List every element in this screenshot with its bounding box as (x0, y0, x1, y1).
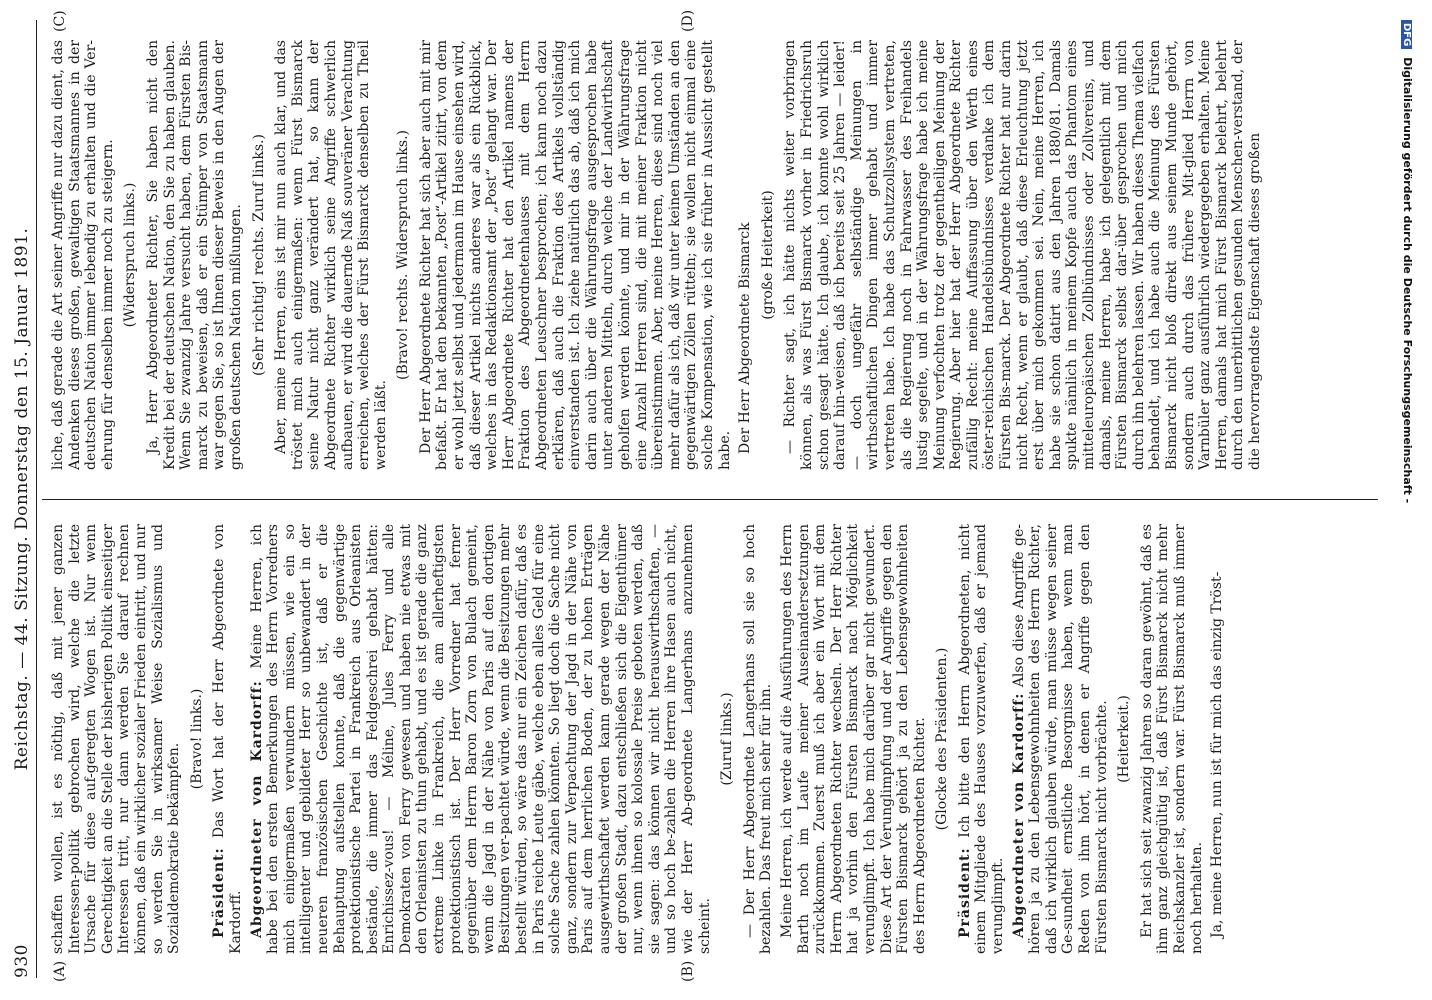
text-paragraph: Ja, Herr Abgeordneter Richter, Sie haben nicht den Kredit bei der deutschen Nation, den Sie zu haben glauben. Wenn Sie zwanzig Jahre versucht haben, dem Fürsten Bis-marck zu beweisen, daß er ein Stümper von Staatsmann war gegen Sie, so ist Ihnen dieser Beweis in den Augen der großen deutschen Nation mißlungen. (144, 40, 244, 470)
speech-paragraph (957, 524, 1007, 954)
text-paragraph: Meine Herren, ich werde auf die Ausführungen des Herrn Barth noch im Laufe meiner Auseinandersetzungen zurückkommen. Zuerst muß ich aber ein Wort mit dem Herrn Abgeordneten Richter wechseln. Der Herr Richter hat ja vorhin den Fürsten Bismarck nach Möglichkeit verunglimpft. Ich habe mich darüber gar nicht gewundert. Diese Art der Verunglimpfung und der Angriffe gegen den Fürsten Bismarck gehört ja zu den Lebensgewohnheiten des Herrn Abgeordneten Richter. (778, 524, 928, 954)
right-text-column (50, 40, 1378, 470)
speaker-name: Präsident: (956, 847, 973, 938)
speech-paragraph (1011, 524, 1111, 954)
interjection: (Zuruf links.) (719, 692, 736, 786)
interjection: (Glocke des Präsidenten.) (934, 647, 951, 831)
text-paragraph: — Richter sagt, ich hätte nichts weiter vorbringen können, als was Fürst Bismarck vorher in Friedrichsruh schon gesagt hätte. Ich glaube, ich konnte wohl wirklich darauf hin-weisen, daß ich bereits seit 25 Jahren — leider! — doch ungefähr selbständige Meinungen in wirthschaftlichen Dingen immer gehabt und immer vertreten habe. Ich habe das Schutzzollsystem vertreten, als die Regierung noch in Fahrwasser des Freihandels lustig segelte, und in der Währungsfrage habe ich meine Meinung verfochten trotz der gegentheiligen Meinung der Regierung. Aber hier hat der Herr Abgeordnete Richter zufällig Recht: meine Auffassung über den Werth eines öster-reichischen Handelsbündnisses verdanke ich dem Fürsten Bis-marck. Der Abgeordnete Richter hat nur darin nicht Recht, wenn er glaubt, daß diese Erleuchtung jetzt erst über mich gekommen sei. Nein, meine Herren, ich habe sie schon datirt aus den Jahren 1880/81. Damals spukte nämlich in meinem Kopfe auch das Phantom eines mitteleuropäischen Zollbündnisses oder Zollvereins, und damals, meine Herren, habe ich gelegentlich mit dem Fürsten Bismarck selbst dar-über gesprochen und mich durch ihn belehren lassen. Wir haben dieses Thema vielfach behandelt, und ich habe auch die Meinung des Fürsten Bismarck nicht bloß direkt aus seinem Munde gehört, sondern auch durch das frühere Mit-glied Herrn von Varnbüler ganz ausführlich wiedergegeben erhalten. Meine Herren, damals hat mich Fürst Bismarck belehrt, belehrt durch den unerbittlichen gesunden Menschen-verstand, der die hervorragendste Eigenschaft dieses großen (782, 40, 1263, 470)
page-number: 930 (12, 944, 32, 978)
text-paragraph: Aber, meine Herren, eins ist mir nun auch klar, und das tröstet mich auch einigermaßen: wenn Fürst Bismarck seine Natur nicht ganz verändert hat, so kann der Abgeordnete Richter wirklich seine Angriffe schwerlich aufbauen, er wird die dauernde Naß souveräner Verachtung erreichen, welches der Fürst Bismarck denselben zu Theil werden läßt. (273, 40, 389, 470)
interjection: (Heiterkeit.) (1116, 695, 1133, 783)
text-paragraph: Ja, meine Herren, nun ist für mich das einzig Tröst- (1209, 571, 1226, 938)
text-paragraph: Er hat sich seit zwanzig Jahren so daran gewöhnt, daß es ihm ganz gleichgültig ist, daß Fürst Bismarck nicht mehr Reichskanzler ist, sondern war. Fürst Bismarck muß immer noch herhalten. (1138, 524, 1205, 954)
dfg-logo: DFG (1401, 20, 1412, 49)
speech-paragraph (249, 524, 714, 954)
session-heading: Reichstag. — 44. Sitzung. Donnerstag den 15. Januar 1891. (12, 227, 32, 771)
margin-mark-d: (D) (680, 9, 696, 32)
interjection: (Sehr richtig! rechts. Zuruf links.) (250, 134, 267, 376)
text-paragraph: liche, daß gerade die Art seiner Angriffe nur dazu dient, das Andenken dieses großen, gewaltigen Staatsmannes in der deutschen Nation immer lebendig zu erhalten und die Ver-ehrung für denselben immer noch zu steigern. (50, 40, 116, 470)
speech-text: Das Wort hat der Herr Abgeordnete von Kardorff. (211, 524, 244, 954)
text-paragraph: Der Herr Abgeordnete Bismarck (737, 222, 754, 454)
digitization-credit-text: Digitalisierung gefördert durch die Deutsche Forschungsgemeinschaft - (1401, 57, 1414, 504)
speech-text: Ich bitte den Herrn Abgeordneten, nicht einem Mitgliede des Hauses vorzuwerfen, daß er jemand verunglimpft. (956, 524, 1007, 954)
speaker-name: Abgeordneter von Kardorff: (1010, 692, 1027, 938)
interjection: (große Heiterkeit) (759, 190, 776, 320)
speech-text: Meine Herren, ich habe bei den ersten Bemerkungen des Herrn Vorredners mich einigermaßen verwundern müssen, wie ein so intelligenter und gebildeter Herr so unbewandert in der neueren französischen Geschichte ist, daß er die Behauptung aufstellen konnte, daß die gegenwärtige protektionistische Partei in Frankreich aus Orleanisten bestände, die immer das Feldgeschrei gehabt hätten: Enrichissez-vous! — Méline, Jules Ferry und alle Demokraten von Ferry gewesen und haben nie etwas mit den Orleanisten zu thun gehabt, und es ist gerade die ganz extreme Linke in Frankreich, die am allerheftigsten protektionistisch ist. Der Herr Vorredner hat ferner gegenüber dem Herrn Baron Zorn von Bulach gemeint, wenn die Jagd in der Nähe von Paris auf den dortigen Besitzungen ver-pachtet würde, wenn die Besitzungen mehr bestellt würden, so wäre das nur ein Zeichen dafür, daß es in Paris reiche Leute gäbe, welche eben alles Geld für eine solche Sache zahlen könnten. So liegt doch die Sache nicht ganz, sondern zur Verpachtung der Jagd in der Nähe von Paris auf dem herrlichen Boden, der zu hohen Erträgen ausgewirthschaftet werden kann gerade wegen der Nähe der großen Stadt, dazu entschließen sich die Eigenthümer nur, wenn ihnen so kolossale Preise geboten werden, daß sie sagen: das können wir nicht herauswirthschaften, — und so hoch be-zahlen die Herren ihre Hasen auch nicht, wie der Herr Ab-geordnete Langerhans anzunehmen scheint. (248, 524, 713, 954)
interjection: (Widerspruch links.) (122, 182, 139, 328)
speech-paragraph (211, 524, 244, 954)
speech-text: Also diese Angriffe ge-hören ja zu den Lebensgewohnheiten des Herrn Richter, daß ich wirklich glauben würde, man müsse wegen seiner Ge-sundheit ernstliche Besorgnisse haben, wenn man Reden von ihm hört, in denen er Angriffe gegen den Fürsten Bismarck nicht vorbrächte. (1010, 524, 1110, 954)
margin-mark-a: (A) (52, 960, 68, 982)
column-divider (42, 499, 1378, 500)
speaker-name: Präsident: (211, 847, 228, 938)
text-paragraph: schaffen wollen, ist es nöthig, daß mit jener ganzen Interessen-politik gebrochen wird, welche die letzte Ursache für diese auf-geregten Wogen ist. Nur wenn Gerechtigkeit an die Stelle der bisherigen Politik einseitiger Interessen tritt, nur dann werden Sie darauf rechnen können, daß ein wirklicher sozialer Frieden eintritt, und nur so werden Sie in wirksamer Weise Sozialismus und Sozialdemokratie bekämpfen. (50, 524, 183, 954)
page-header (10, 20, 37, 978)
text-paragraph: — Der Herr Abgeordnete Langerhans soll sie so hoch bezahlen. Das freut mich sehr für ihn. (741, 524, 775, 954)
interjection: (Bravo! links.) (188, 688, 205, 790)
interjection: (Bravo! rechts. Widerspruch links.) (395, 129, 412, 381)
speaker-name: Abgeordneter von Kardorff: (248, 680, 265, 938)
margin-mark-c: (C) (52, 10, 68, 32)
margin-mark-b: (B) (680, 960, 696, 982)
text-paragraph: Der Herr Abgeordnete Richter hat sich aber auch mit mir befaßt. Er hat den bekannten „Post“-Artikel zitirt, von dem er wohl jetzt selbst und jedermann im Hause einsehen wird, daß dieser Artikel nichts anderes war als ein Rückblick, welches in das Redaktionsamt der „Post“ gelangt war. Der Herr Abgeordnete Richter hat den Artikel namens der Fraktion des Abgeordnetenhauses mit dem Herrn Abgeordneten Leuschner besprochen; ich kann noch dazu erklären, daß auch die Fraktion des Artikels vollständig einverstanden ist. Ich ziehe natürlich das ab, daß ich mich darin auch über die Währungsfrage ausgesprochen habe unter anderen Mitteln, durch welche der Landwirthschaft geholfen werden könnte, und mir in der Währungsfrage eine Anzahl Herren sind, die mit meiner Fraktion nicht übereinstimmen. Aber, meine Herren, diese sind noch viel mehr dafür als ich, daß wir unter keinen Umständen an den gegenwärtigen Zöllen rütteln; sie wollen nicht einmal eine solche Kompensation, wie ich sie früher in Aussicht gestellt habe. (417, 40, 733, 470)
digitization-credit (1398, 20, 1430, 980)
left-text-column (50, 524, 1378, 954)
